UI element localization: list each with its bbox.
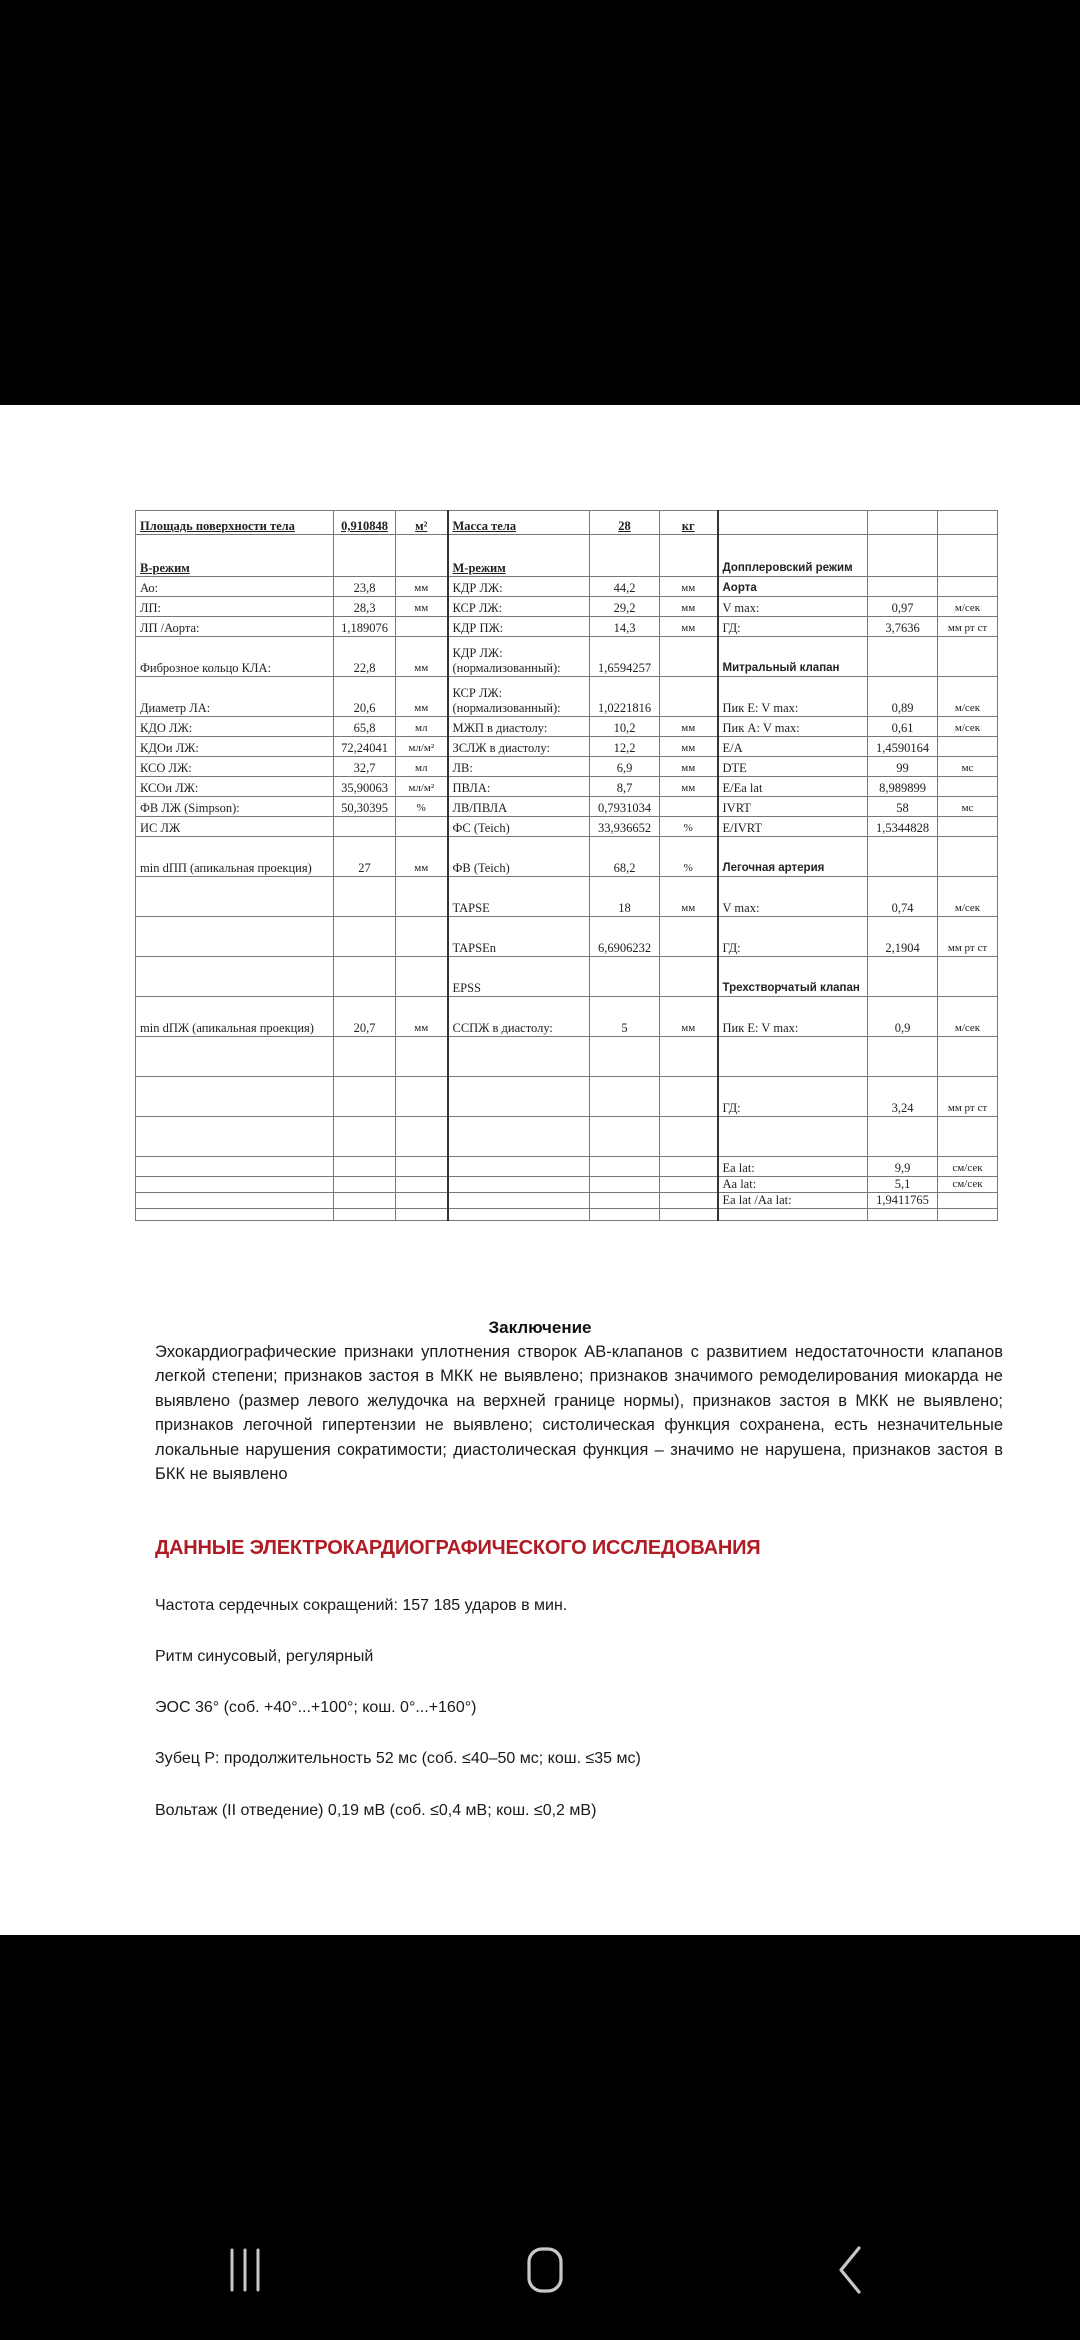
row-unit xyxy=(396,1037,448,1077)
row-unit xyxy=(660,917,718,957)
row-label: V max: xyxy=(718,877,868,917)
row-value xyxy=(590,1117,660,1157)
row-unit xyxy=(660,1209,718,1221)
row-unit: мл/м² xyxy=(396,777,448,797)
row-label: КСР ЛЖ: xyxy=(448,597,590,617)
row-label: E/IVRT xyxy=(718,817,868,837)
doppler-subsection: Трехстворчатый клапан xyxy=(718,957,868,997)
row-unit: мм xyxy=(660,577,718,597)
row-value: 1,4590164 xyxy=(868,737,938,757)
row-value: 18 xyxy=(590,877,660,917)
row-unit xyxy=(938,637,998,677)
row-value xyxy=(868,1209,938,1221)
row-unit xyxy=(938,1117,998,1157)
row-unit xyxy=(660,677,718,717)
row-unit: мм xyxy=(396,637,448,677)
row-value: 35,90063 xyxy=(334,777,396,797)
row-unit xyxy=(660,1077,718,1117)
row-value: 5 xyxy=(590,997,660,1037)
bsa-unit: м² xyxy=(396,511,448,535)
row-value: 44,2 xyxy=(590,577,660,597)
document-page xyxy=(0,405,1080,1935)
row-label xyxy=(448,1177,590,1193)
row-unit xyxy=(396,1077,448,1117)
row-value: 1,9411765 xyxy=(868,1193,938,1209)
row-label xyxy=(136,1077,334,1117)
table-row xyxy=(136,777,998,797)
conclusion-text: Эхокардиографические признаки уплотнения створок АВ-клапанов с развитием недостаточности клапанов легкой степени; признаков застоя в МКК не выявлено; признаков значимого ремоделирования миокарда не выявлено (размер левого желудочка на верхней границе нормы), признаков застоя в МКК не выявлено; признаков легочной гипертензии не выявлено; систолическая функция сохранена, есть незначительные локальные нарушения сократимости; диастолическая функция – значимо не нарушена, признаков застоя в БКК не выявлено xyxy=(155,1343,1003,1484)
row-label: Пик E: V max: xyxy=(718,997,868,1037)
row-value: 9,9 xyxy=(868,1157,938,1177)
row-value: 1,189076 xyxy=(334,617,396,637)
table-row xyxy=(136,637,998,677)
doppler-heading: Допплеровский режим xyxy=(718,535,868,577)
row-value: 28,3 xyxy=(334,597,396,617)
row-unit xyxy=(660,1193,718,1209)
row-label: DTE xyxy=(718,757,868,777)
row-value xyxy=(868,637,938,677)
row-value: 29,2 xyxy=(590,597,660,617)
recent-apps-button[interactable] xyxy=(205,2240,285,2300)
row-unit: м/сек xyxy=(938,597,998,617)
echo-table xyxy=(135,510,998,1221)
row-value xyxy=(590,1157,660,1177)
row-value: 0,74 xyxy=(868,877,938,917)
row-value: 68,2 xyxy=(590,837,660,877)
row-value xyxy=(868,1117,938,1157)
row-unit xyxy=(396,917,448,957)
home-icon xyxy=(520,2245,570,2295)
row-value xyxy=(868,577,938,597)
row-unit: мм xyxy=(660,997,718,1037)
row-unit xyxy=(938,737,998,757)
row-value: 58 xyxy=(868,797,938,817)
row-unit xyxy=(660,957,718,997)
row-value xyxy=(868,1037,938,1077)
row-label: ЗСЛЖ в диастолу: xyxy=(448,737,590,757)
row-unit: мл xyxy=(396,757,448,777)
row-label xyxy=(448,1209,590,1221)
row-label: КДР ПЖ: xyxy=(448,617,590,637)
row-unit: % xyxy=(396,797,448,817)
row-label xyxy=(718,1037,868,1077)
row-label: E/Ea lat xyxy=(718,777,868,797)
row-label xyxy=(448,1037,590,1077)
row-label: Ea lat /Aa lat: xyxy=(718,1193,868,1209)
row-label: min dПЖ (апикальная проекция) xyxy=(136,997,334,1037)
row-unit: % xyxy=(660,837,718,877)
row-unit: % xyxy=(660,817,718,837)
ecg-heart-rate: Частота сердечных сокращений: 157 185 ударов в мин. xyxy=(155,1597,568,1614)
row-label: КДОи ЛЖ: xyxy=(136,737,334,757)
row-unit: мм рт ст xyxy=(938,917,998,957)
row-unit xyxy=(938,1209,998,1221)
ecg-axis: ЭОС 36° (соб. +40°...+100°; кош. 0°...+160°) xyxy=(155,1699,477,1716)
row-label xyxy=(136,1209,334,1221)
row-value: 1,5344828 xyxy=(868,817,938,837)
row-unit: мм xyxy=(660,877,718,917)
row-value: 23,8 xyxy=(334,577,396,597)
row-unit xyxy=(938,1037,998,1077)
row-unit xyxy=(396,817,448,837)
row-label xyxy=(136,1037,334,1077)
m-mode-heading: М-режим xyxy=(448,535,590,577)
row-label xyxy=(136,1177,334,1193)
row-label xyxy=(448,1077,590,1117)
row-label xyxy=(136,1157,334,1177)
row-value xyxy=(590,957,660,997)
row-unit: мм xyxy=(660,717,718,737)
doppler-subsection: Митральный клапан xyxy=(718,637,868,677)
row-label: МЖП в диастолу: xyxy=(448,717,590,737)
row-value xyxy=(334,877,396,917)
table-row xyxy=(136,1117,998,1157)
row-label: ФВ ЛЖ (Simpson): xyxy=(136,797,334,817)
table-row xyxy=(136,877,998,917)
row-label: КСО ЛЖ: xyxy=(136,757,334,777)
row-unit xyxy=(938,777,998,797)
row-value: 12,2 xyxy=(590,737,660,757)
row-unit xyxy=(938,817,998,837)
row-label: IVRT xyxy=(718,797,868,817)
row-unit xyxy=(938,837,998,877)
row-value xyxy=(334,957,396,997)
bsa-value: 0,910848 xyxy=(334,511,396,535)
row-unit xyxy=(660,1157,718,1177)
ecg-rhythm: Ритм синусовый, регулярный xyxy=(155,1648,374,1665)
row-label: ГД: xyxy=(718,917,868,957)
row-unit xyxy=(938,577,998,597)
doppler-subsection: Легочная артерия xyxy=(718,837,868,877)
row-value: 6,6906232 xyxy=(590,917,660,957)
recent-apps-icon xyxy=(220,2245,270,2295)
table-row xyxy=(136,1077,998,1117)
row-label: Диаметр ЛА: xyxy=(136,677,334,717)
row-unit: мм xyxy=(396,677,448,717)
row-unit: мм рт ст xyxy=(938,617,998,637)
back-button[interactable] xyxy=(810,2240,890,2300)
row-label: ФС (Teich) xyxy=(448,817,590,837)
row-unit: мс xyxy=(938,757,998,777)
system-nav-bar xyxy=(0,2180,1080,2340)
table-row xyxy=(136,817,998,837)
conclusion-title: Заключение xyxy=(488,1318,592,1337)
row-value xyxy=(590,1193,660,1209)
row-value: 99 xyxy=(868,757,938,777)
row-value: 0,97 xyxy=(868,597,938,617)
row-label: EPSS xyxy=(448,957,590,997)
row-value: 32,7 xyxy=(334,757,396,777)
row-unit: см/сек xyxy=(938,1177,998,1193)
row-label: КСР ЛЖ: (нормализованный): xyxy=(448,677,590,717)
table-row xyxy=(136,917,998,957)
row-unit xyxy=(660,1117,718,1157)
row-unit: м/сек xyxy=(938,677,998,717)
back-icon xyxy=(825,2245,875,2295)
row-unit xyxy=(938,957,998,997)
row-label xyxy=(136,1117,334,1157)
row-label xyxy=(136,917,334,957)
row-value xyxy=(334,817,396,837)
ecg-p-wave: Зубец P: продолжительность 52 мс (соб. ≤40–50 мс; кош. ≤35 мс) xyxy=(155,1750,641,1767)
row-unit: мл/м² xyxy=(396,737,448,757)
row-value: 0,61 xyxy=(868,717,938,737)
row-label xyxy=(136,877,334,917)
row-label: ЛВ/ПВЛА xyxy=(448,797,590,817)
row-value: 33,936652 xyxy=(590,817,660,837)
row-value: 10,2 xyxy=(590,717,660,737)
row-label: Ао: xyxy=(136,577,334,597)
table-row xyxy=(136,677,998,717)
row-unit: мс xyxy=(938,797,998,817)
row-value: 50,30395 xyxy=(334,797,396,817)
mass-value: 28 xyxy=(590,511,660,535)
table-row xyxy=(136,597,998,617)
table-row xyxy=(136,717,998,737)
row-value: 8,989899 xyxy=(868,777,938,797)
row-value: 72,24041 xyxy=(334,737,396,757)
row-label: Aa lat: xyxy=(718,1177,868,1193)
row-value: 65,8 xyxy=(334,717,396,737)
row-label: КДО ЛЖ: xyxy=(136,717,334,737)
row-unit xyxy=(660,637,718,677)
row-unit: м/сек xyxy=(938,997,998,1037)
row-unit: мм xyxy=(660,617,718,637)
row-value: 20,6 xyxy=(334,677,396,717)
row-value: 22,8 xyxy=(334,637,396,677)
home-button[interactable] xyxy=(505,2240,585,2300)
row-unit xyxy=(396,1157,448,1177)
mass-label: Масса тела xyxy=(448,511,590,535)
row-value: 0,89 xyxy=(868,677,938,717)
row-label: V max: xyxy=(718,597,868,617)
row-value xyxy=(334,1177,396,1193)
row-label: ИС ЛЖ xyxy=(136,817,334,837)
row-label: Пик E: V max: xyxy=(718,677,868,717)
row-value: 6,9 xyxy=(590,757,660,777)
row-label: ФВ (Teich) xyxy=(448,837,590,877)
row-label xyxy=(718,1209,868,1221)
row-label: Фиброзное кольцо КЛА: xyxy=(136,637,334,677)
table-row xyxy=(136,1209,998,1221)
row-value: 0,9 xyxy=(868,997,938,1037)
row-unit: см/сек xyxy=(938,1157,998,1177)
row-label: КСОи ЛЖ: xyxy=(136,777,334,797)
row-label: TAPSE xyxy=(448,877,590,917)
row-label xyxy=(448,1157,590,1177)
row-label: Пик A: V max: xyxy=(718,717,868,737)
row-unit xyxy=(660,1177,718,1193)
row-label: КДР ЛЖ: xyxy=(448,577,590,597)
ecg-voltage: Вольтаж (II отведение) 0,19 мВ (соб. ≤0,4 мВ; кош. ≤0,2 мВ) xyxy=(155,1802,597,1819)
row-value: 2,1904 xyxy=(868,917,938,957)
row-unit xyxy=(396,1193,448,1209)
row-value xyxy=(868,957,938,997)
row-unit xyxy=(938,1193,998,1209)
row-unit: мм xyxy=(396,577,448,597)
row-value xyxy=(334,1037,396,1077)
table-row xyxy=(136,837,998,877)
section-row xyxy=(136,535,998,577)
row-unit xyxy=(396,1177,448,1193)
row-unit: мм xyxy=(660,777,718,797)
row-value: 1,6594257 xyxy=(590,637,660,677)
row-unit xyxy=(396,617,448,637)
row-unit: мм xyxy=(396,837,448,877)
doppler-subsection: Аорта xyxy=(718,577,868,597)
row-label: ССПЖ в диастолу: xyxy=(448,997,590,1037)
row-value xyxy=(334,917,396,957)
row-value: 8,7 xyxy=(590,777,660,797)
row-value xyxy=(590,1037,660,1077)
table-row xyxy=(136,737,998,757)
row-label: E/A xyxy=(718,737,868,757)
row-label: min dПП (апикальная проекция) xyxy=(136,837,334,877)
row-value xyxy=(334,1117,396,1157)
row-value: 27 xyxy=(334,837,396,877)
row-label: КДР ЛЖ: (нормализованный): xyxy=(448,637,590,677)
row-value: 1,0221816 xyxy=(590,677,660,717)
row-unit: м/сек xyxy=(938,877,998,917)
row-value: 14,3 xyxy=(590,617,660,637)
ecg-section-title: ДАННЫЕ ЭЛЕКТРОКАРДИОГРАФИЧЕСКОГО ИССЛЕДОВАНИЯ xyxy=(155,1537,761,1559)
row-value xyxy=(590,1077,660,1117)
row-value: 3,7636 xyxy=(868,617,938,637)
row-value xyxy=(590,1177,660,1193)
table-row xyxy=(136,1177,998,1193)
row-label: ПВЛА: xyxy=(448,777,590,797)
row-value xyxy=(334,1209,396,1221)
row-value xyxy=(590,1209,660,1221)
table-row xyxy=(136,1157,998,1177)
row-value xyxy=(334,1077,396,1117)
row-label: ЛВ: xyxy=(448,757,590,777)
row-label: Ea lat: xyxy=(718,1157,868,1177)
row-unit: мл xyxy=(396,717,448,737)
row-unit: мм xyxy=(396,997,448,1037)
row-value: 3,24 xyxy=(868,1077,938,1117)
row-unit: мм xyxy=(660,737,718,757)
row-label xyxy=(448,1193,590,1209)
row-unit xyxy=(396,1117,448,1157)
row-label: ГД: xyxy=(718,617,868,637)
row-unit xyxy=(396,957,448,997)
row-label xyxy=(448,1117,590,1157)
row-label: ЛП /Аорта: xyxy=(136,617,334,637)
row-unit: мм xyxy=(660,757,718,777)
row-label xyxy=(136,957,334,997)
row-value xyxy=(868,837,938,877)
row-value xyxy=(334,1193,396,1209)
table-row xyxy=(136,997,998,1037)
row-label xyxy=(136,1193,334,1209)
row-unit: мм xyxy=(660,597,718,617)
table-row xyxy=(136,1193,998,1209)
row-label: TAPSEn xyxy=(448,917,590,957)
table-row xyxy=(136,957,998,997)
table-row xyxy=(136,577,998,597)
row-label: ГД: xyxy=(718,1077,868,1117)
row-unit xyxy=(396,1209,448,1221)
table-row xyxy=(136,797,998,817)
row-value: 20,7 xyxy=(334,997,396,1037)
mass-unit: кг xyxy=(660,511,718,535)
row-value: 5,1 xyxy=(868,1177,938,1193)
bsa-label: Площадь поверхности тела xyxy=(136,511,334,535)
row-unit xyxy=(660,1037,718,1077)
table-row xyxy=(136,617,998,637)
row-unit: мм xyxy=(396,597,448,617)
table-row xyxy=(136,757,998,777)
row-value xyxy=(334,1157,396,1177)
row-unit xyxy=(660,797,718,817)
row-unit: мм рт ст xyxy=(938,1077,998,1117)
row-label: ЛП: xyxy=(136,597,334,617)
row-unit: м/сек xyxy=(938,717,998,737)
table-header-row xyxy=(136,511,998,535)
row-unit xyxy=(396,877,448,917)
table-row xyxy=(136,1037,998,1077)
row-label xyxy=(718,1117,868,1157)
row-value: 0,7931034 xyxy=(590,797,660,817)
b-mode-heading: В-режим xyxy=(136,535,334,577)
